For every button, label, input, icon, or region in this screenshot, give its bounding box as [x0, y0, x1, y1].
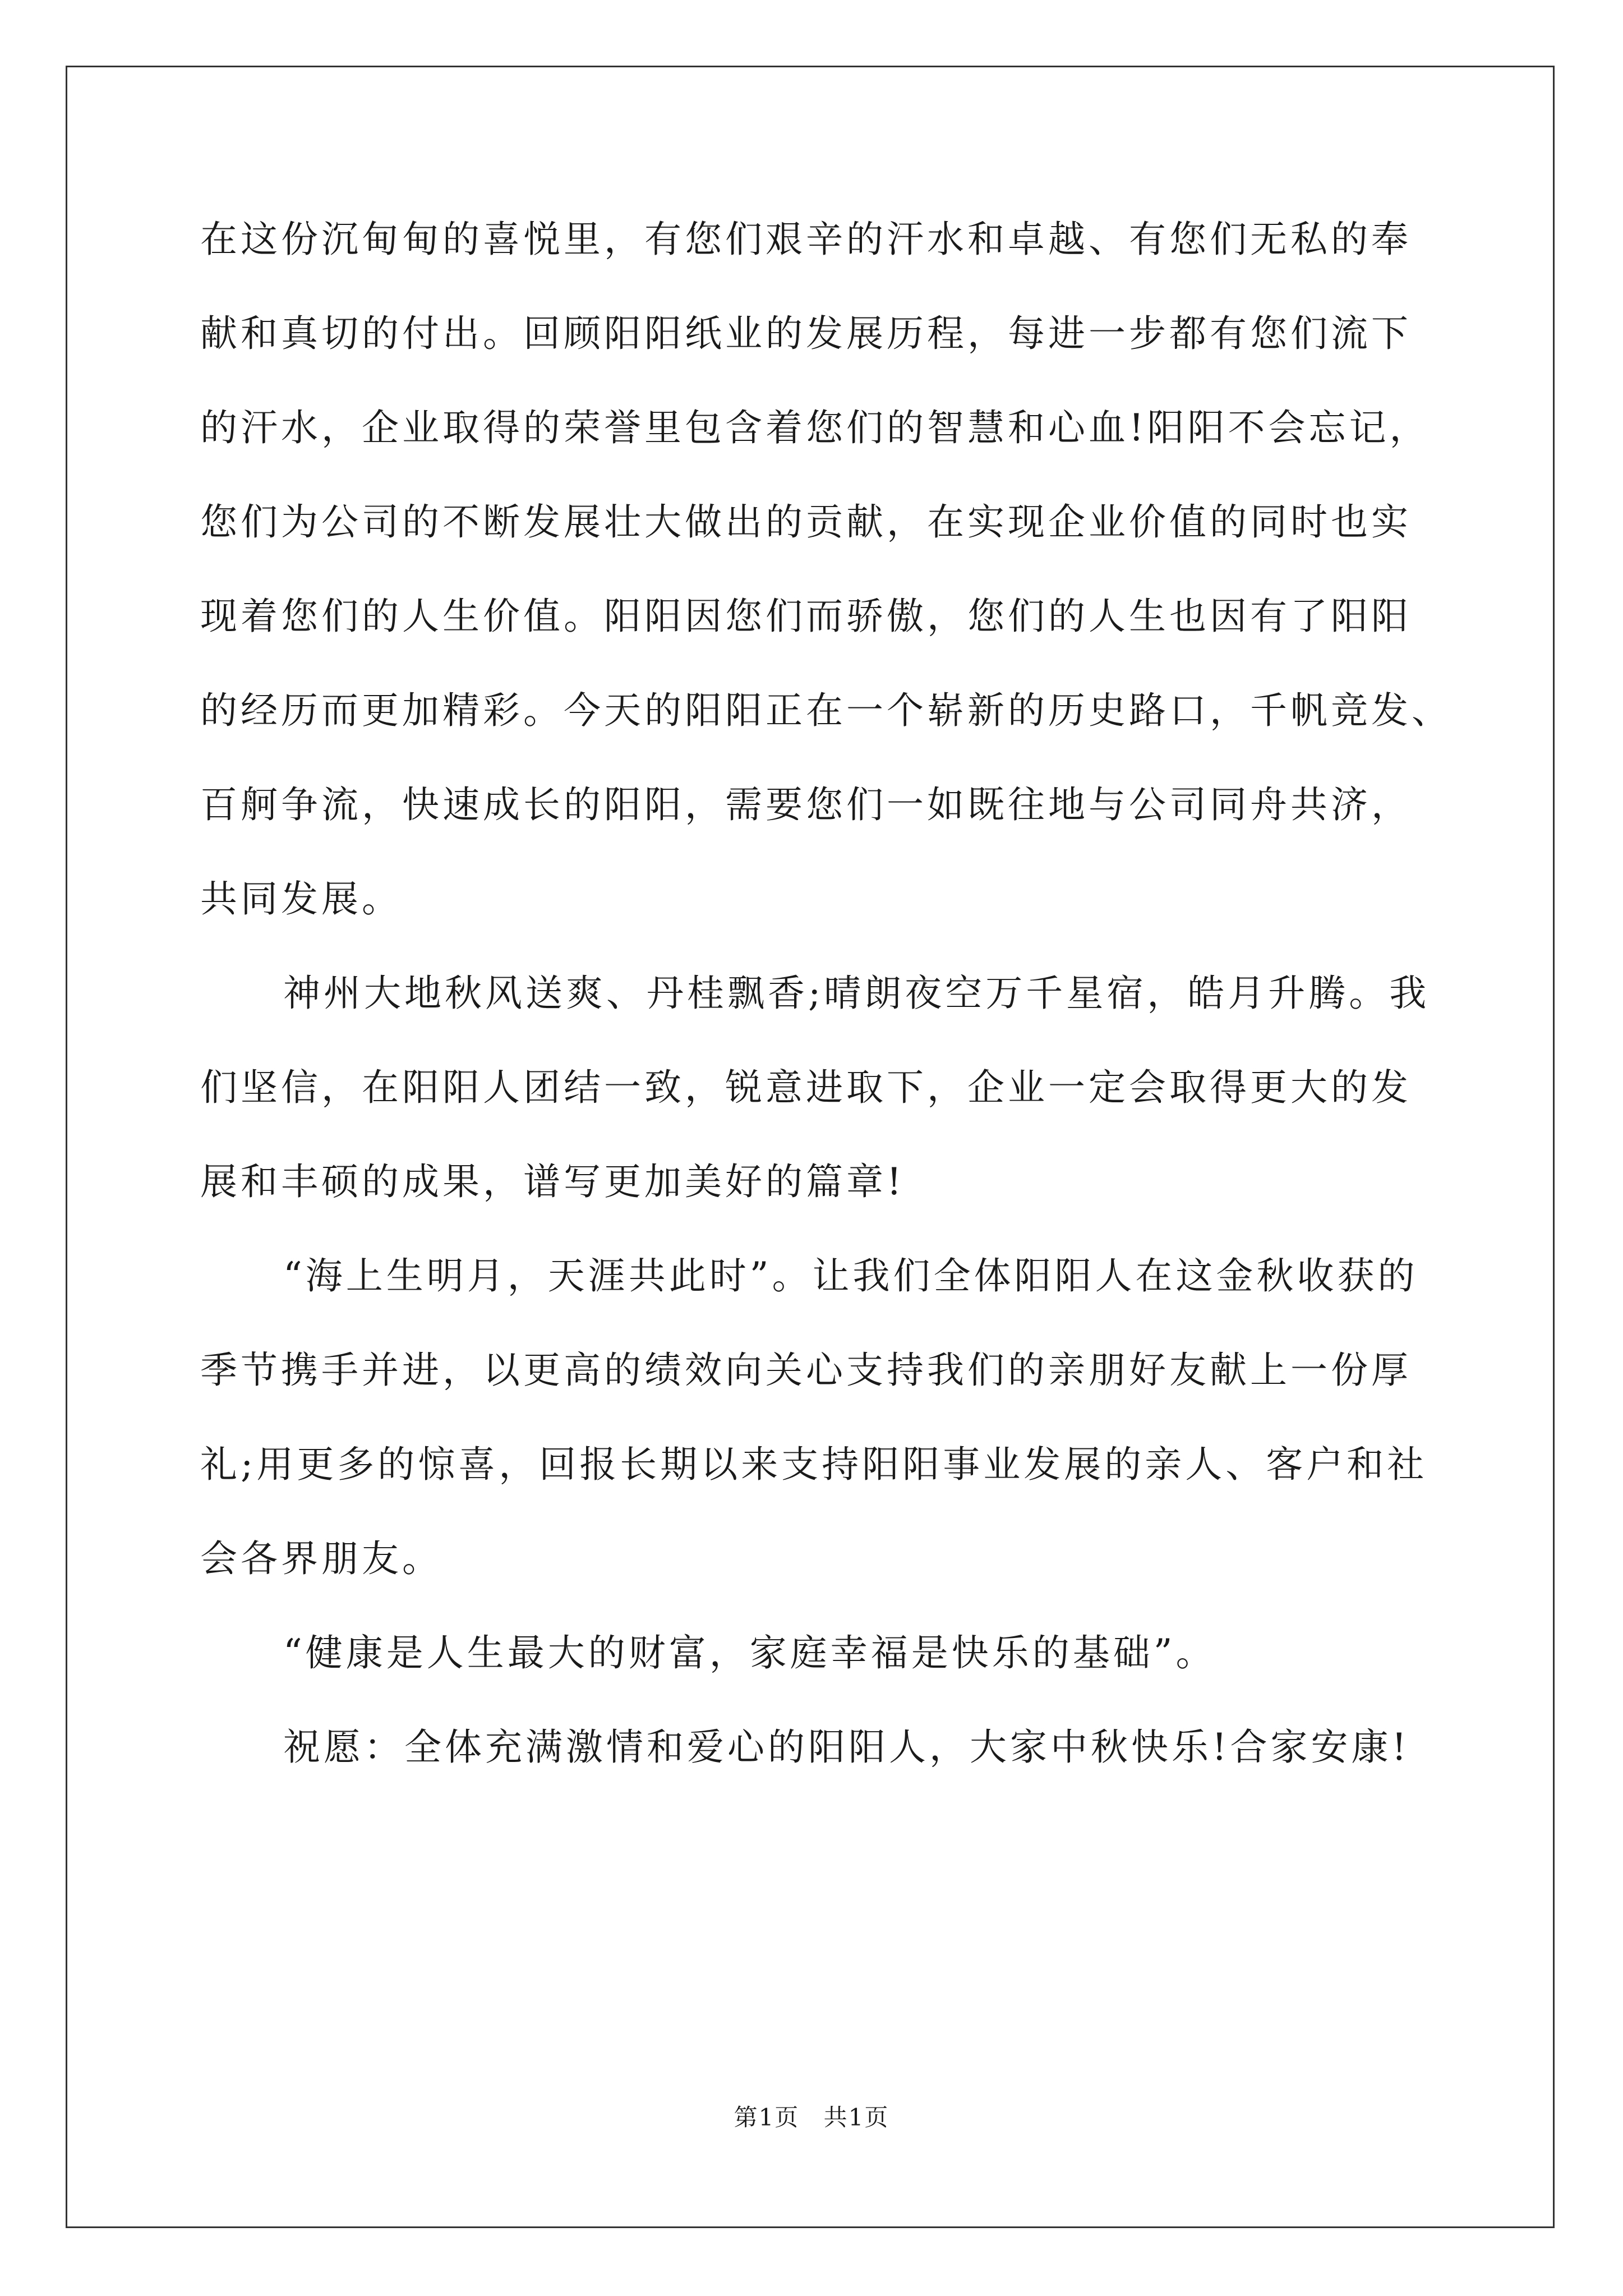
text-line: 神州大地秋风送爽、丹桂飘香;晴朗夜空万千星宿，皓月升腾。我	[283, 972, 1430, 1015]
page-number-total: 共1页	[823, 2104, 889, 2131]
text-line: 您们为公司的不断发展壮大做出的贡献，在实现企业价值的同时也实	[200, 500, 1412, 544]
page-number-current: 第1页	[734, 2104, 800, 2131]
text-line: 季节携手并进，以更高的绩效向关心支持我们的亲朋好友献上一份厚	[200, 1349, 1412, 1392]
text-line: 礼;用更多的惊喜，回报长期以来支持阳阳事业发展的亲人、客户和社	[200, 1443, 1428, 1486]
text-line: 的经历而更加精彩。今天的阳阳正在一个崭新的历史路口，千帆竞发、	[200, 689, 1452, 732]
document-body	[200, 216, 1452, 1818]
text-line: 现着您们的人生价值。阳阳因您们而骄傲，您们的人生也因有了阳阳	[200, 595, 1412, 638]
text-line: 们坚信，在阳阳人团结一致，锐意进取下，企业一定会取得更大的发	[200, 1066, 1412, 1109]
text-line: 在这份沉甸甸的喜悦里，有您们艰辛的汗水和卓越、有您们无私的奉	[200, 218, 1412, 261]
text-line: “海上生明月，天涯共此时”。让我们全体阳阳人在这金秋收获的	[283, 1254, 1418, 1297]
text-line: 会各界朋友。	[200, 1537, 442, 1580]
page-footer	[0, 2104, 1623, 2132]
text-line: 展和丰硕的成果，谱写更加美好的篇章!	[200, 1160, 905, 1203]
text-line: “健康是人生最大的财富，家庭幸福是快乐的基础”。	[283, 1631, 1216, 1674]
text-line: 共同发展。	[200, 877, 402, 921]
text-line: 献和真切的付出。回顾阳阳纸业的发展历程，每进一步都有您们流下	[200, 312, 1412, 355]
text-line: 祝愿：全体充满激情和爱心的阳阳人，大家中秋快乐!合家安康!	[283, 1726, 1410, 1769]
text-line: 百舸争流，快速成长的阳阳，需要您们一如既往地与公司同舟共济，	[200, 783, 1412, 826]
text-line: 的汗水，企业取得的荣誉里包含着您们的智慧和心血!阳阳不会忘记，	[200, 406, 1430, 449]
